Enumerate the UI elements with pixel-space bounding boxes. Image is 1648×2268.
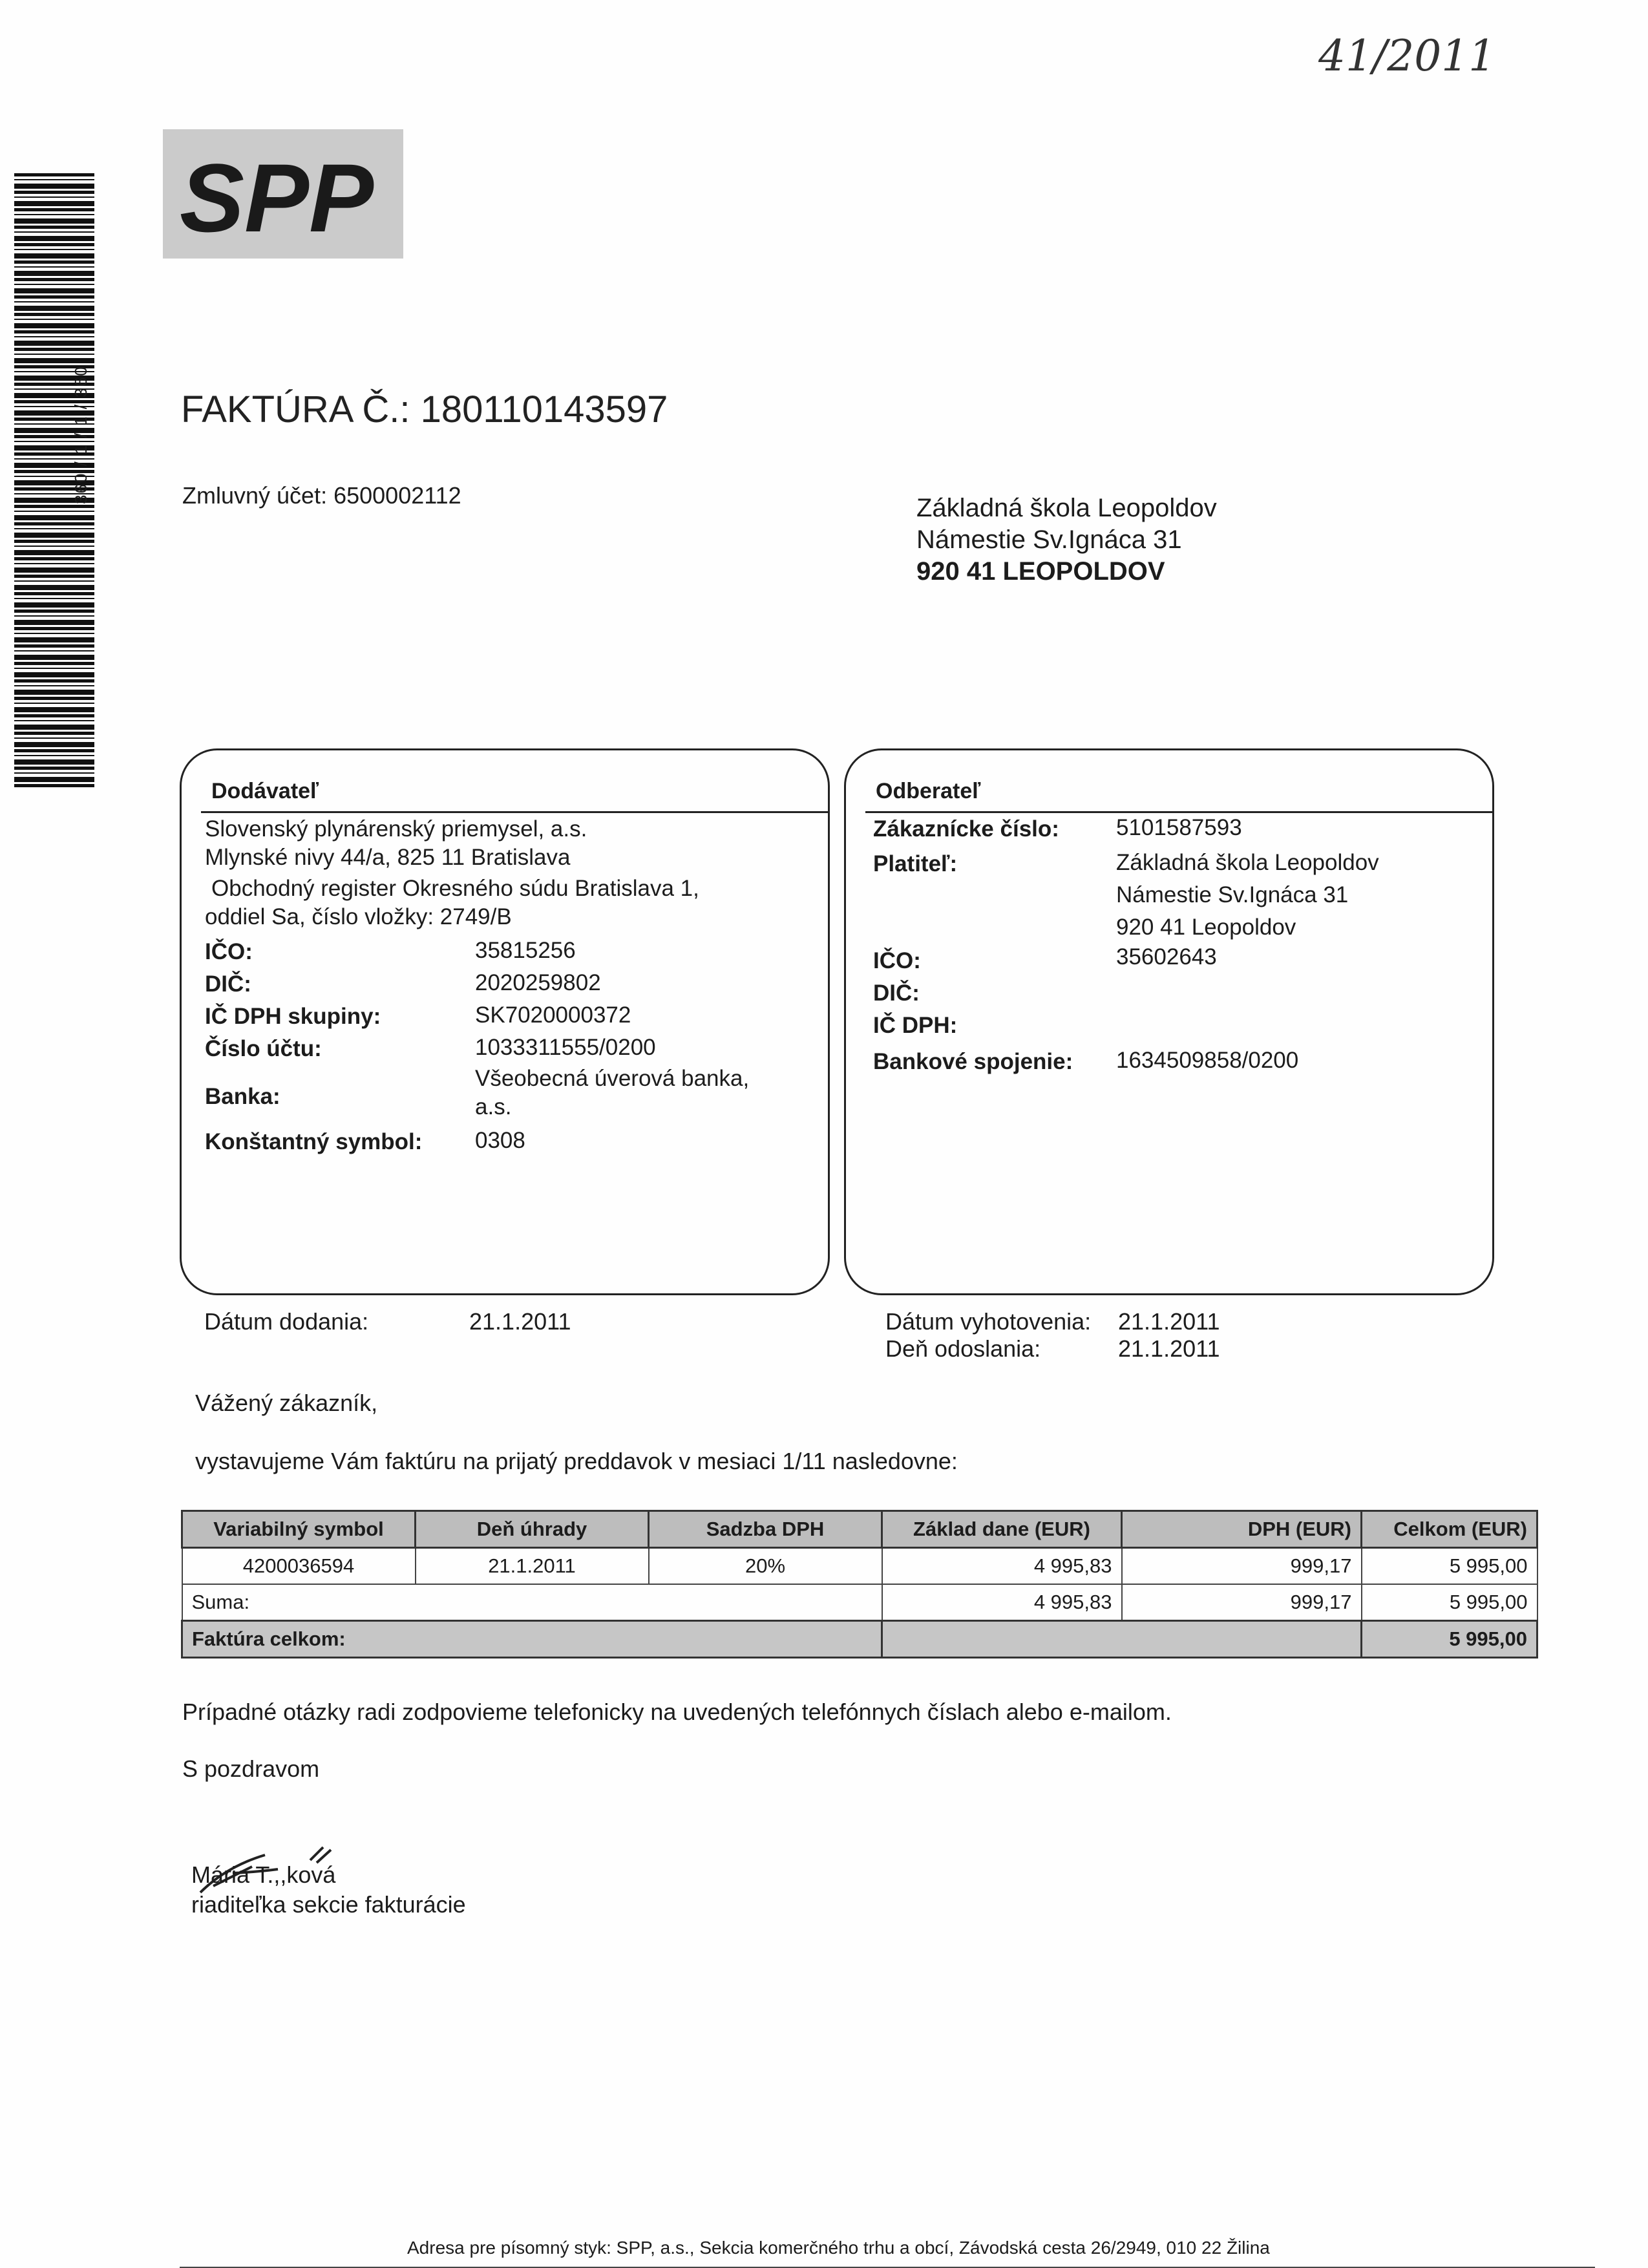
total-label: Faktúra celkom:	[182, 1621, 882, 1658]
supplier-heading-bar	[201, 776, 828, 813]
payer-line1: Základná škola Leopoldov	[1116, 850, 1379, 875]
spp-logo	[163, 129, 403, 259]
customer-heading-bar	[865, 776, 1492, 813]
cell-variable-symbol: 4200036594	[182, 1548, 416, 1585]
supplier-icdph-label: IČ DPH skupiny:	[205, 1004, 381, 1029]
invoice-table	[181, 1510, 1538, 1659]
sum-label: Suma:	[182, 1584, 882, 1621]
supplier-account: 1033311555/0200	[475, 1035, 656, 1060]
supplier-name: Slovenský plynárenský priemysel, a.s.	[205, 816, 587, 842]
footer-address: Adresa pre písomný styk: SPP, a.s., Sekcia komerčného trhu a obcí, Závodská cesta 26/2949, 010 22 Žilina	[407, 2238, 1270, 2258]
sum-tax-base: 4 995,83	[882, 1584, 1122, 1621]
signer-name: Mária T.,,ková	[191, 1861, 336, 1888]
customer-box	[844, 748, 1494, 1295]
supplier-box	[180, 748, 830, 1295]
total-row	[182, 1621, 1537, 1658]
recipient-address	[916, 493, 1217, 588]
table-row	[182, 1548, 1537, 1585]
cell-tax-base: 4 995,83	[882, 1548, 1122, 1585]
supplier-icdph: SK7020000372	[475, 1002, 631, 1028]
signer-role: riaditeľka sekcie fakturácie	[191, 1891, 466, 1918]
customer-no-label: Zákaznícke číslo:	[873, 816, 1059, 842]
sum-vat: 999,17	[1122, 1584, 1362, 1621]
invoice-total: 5 995,00	[1362, 1621, 1537, 1658]
col-header-tax-base: Základ dane (EUR)	[882, 1511, 1122, 1548]
supplier-const: 0308	[475, 1128, 525, 1153]
intro-text: vystavujeme Vám faktúru na prijatý preddavok v mesiaci 1/11 nasledovne:	[195, 1448, 958, 1474]
supplier-register2: oddiel Sa, číslo vložky: 2749/B	[205, 904, 512, 929]
supplier-dic: 2020259802	[475, 970, 601, 995]
contract-account	[182, 482, 461, 509]
sent-date: 21.1.2011	[1118, 1335, 1220, 1362]
table-header-row	[182, 1511, 1537, 1548]
contract-value: 6500002112	[333, 482, 461, 509]
regards-text: S pozdravom	[182, 1755, 320, 1782]
supplier-const-label: Konštantný symbol:	[205, 1129, 423, 1154]
issue-date: 21.1.2011	[1118, 1308, 1220, 1335]
col-header-due-date: Deň úhrady	[416, 1511, 649, 1548]
col-header-vat-rate: Sadzba DPH	[649, 1511, 882, 1548]
handwritten-note: 41/2011	[1318, 31, 1496, 81]
supplier-account-label: Číslo účtu:	[205, 1036, 322, 1061]
total-spacer	[882, 1621, 1362, 1658]
recipient-line2: Námestie Sv.Ignáca 31	[916, 525, 1182, 554]
sent-date-label: Deň odoslania:	[885, 1335, 1041, 1362]
recipient-line3: 920 41 LEOPOLDOV	[916, 557, 1165, 586]
supplier-register1: Obchodný register Okresného súdu Bratislava 1,	[211, 876, 699, 901]
issue-date-label: Dátum vyhotovenia:	[885, 1308, 1092, 1335]
supplier-dic-label: DIČ:	[205, 971, 251, 997]
sum-row	[182, 1584, 1537, 1621]
supplier-address: Mlynské nivy 44/a, 825 11 Bratislava	[205, 845, 571, 870]
sum-total: 5 995,00	[1362, 1584, 1537, 1621]
col-header-variable-symbol: Variabilný symbol	[182, 1511, 416, 1548]
customer-bank: 1634509858/0200	[1116, 1048, 1299, 1073]
col-header-total: Celkom (EUR)	[1362, 1511, 1537, 1548]
supplier-bank-line2: a.s.	[475, 1094, 512, 1119]
questions-text: Prípadné otázky radi zodpovieme telefonicky na uvedených telefónnych číslach alebo e-mailom.	[182, 1699, 1172, 1725]
supplier-ico: 35815256	[475, 938, 576, 963]
supplier-heading: Dodávateľ	[211, 779, 319, 803]
scan-code: 360 / 1 / 1 / 360	[71, 365, 90, 504]
delivery-date-label: Dátum dodania:	[204, 1308, 369, 1335]
invoice-number: 180110143597	[420, 388, 668, 430]
supplier-bank-label: Banka:	[205, 1084, 280, 1109]
cell-vat: 999,17	[1122, 1548, 1362, 1585]
delivery-date: 21.1.2011	[469, 1308, 571, 1335]
supplier-ico-label: IČO:	[205, 939, 253, 964]
customer-heading: Odberateľ	[876, 779, 981, 803]
customer-icdph-label: IČ DPH:	[873, 1013, 958, 1038]
payer-label: Platiteľ:	[873, 851, 958, 876]
supplier-bank-line1: Všeobecná úverová banka,	[475, 1066, 750, 1091]
payer-line2: Námestie Sv.Ignáca 31	[1116, 882, 1349, 907]
cell-vat-rate: 20%	[649, 1548, 882, 1585]
invoice-title-prefix: FAKTÚRA Č.:	[181, 388, 410, 430]
customer-dic-label: DIČ:	[873, 980, 920, 1006]
col-header-vat: DPH (EUR)	[1122, 1511, 1362, 1548]
customer-ico-label: IČO:	[873, 948, 921, 973]
cell-total: 5 995,00	[1362, 1548, 1537, 1585]
customer-no: 5101587593	[1116, 815, 1242, 840]
cell-due-date: 21.1.2011	[416, 1548, 649, 1585]
recipient-line1: Základná škola Leopoldov	[916, 494, 1217, 522]
contract-label: Zmluvný účet:	[182, 482, 328, 509]
greeting: Vážený zákazník,	[195, 1390, 378, 1416]
invoice-title	[181, 388, 668, 431]
logo-text: SPP	[180, 143, 374, 252]
customer-ico: 35602643	[1116, 944, 1217, 970]
customer-bank-label: Bankové spojenie:	[873, 1049, 1073, 1074]
payer-line3: 920 41 Leopoldov	[1116, 915, 1296, 940]
